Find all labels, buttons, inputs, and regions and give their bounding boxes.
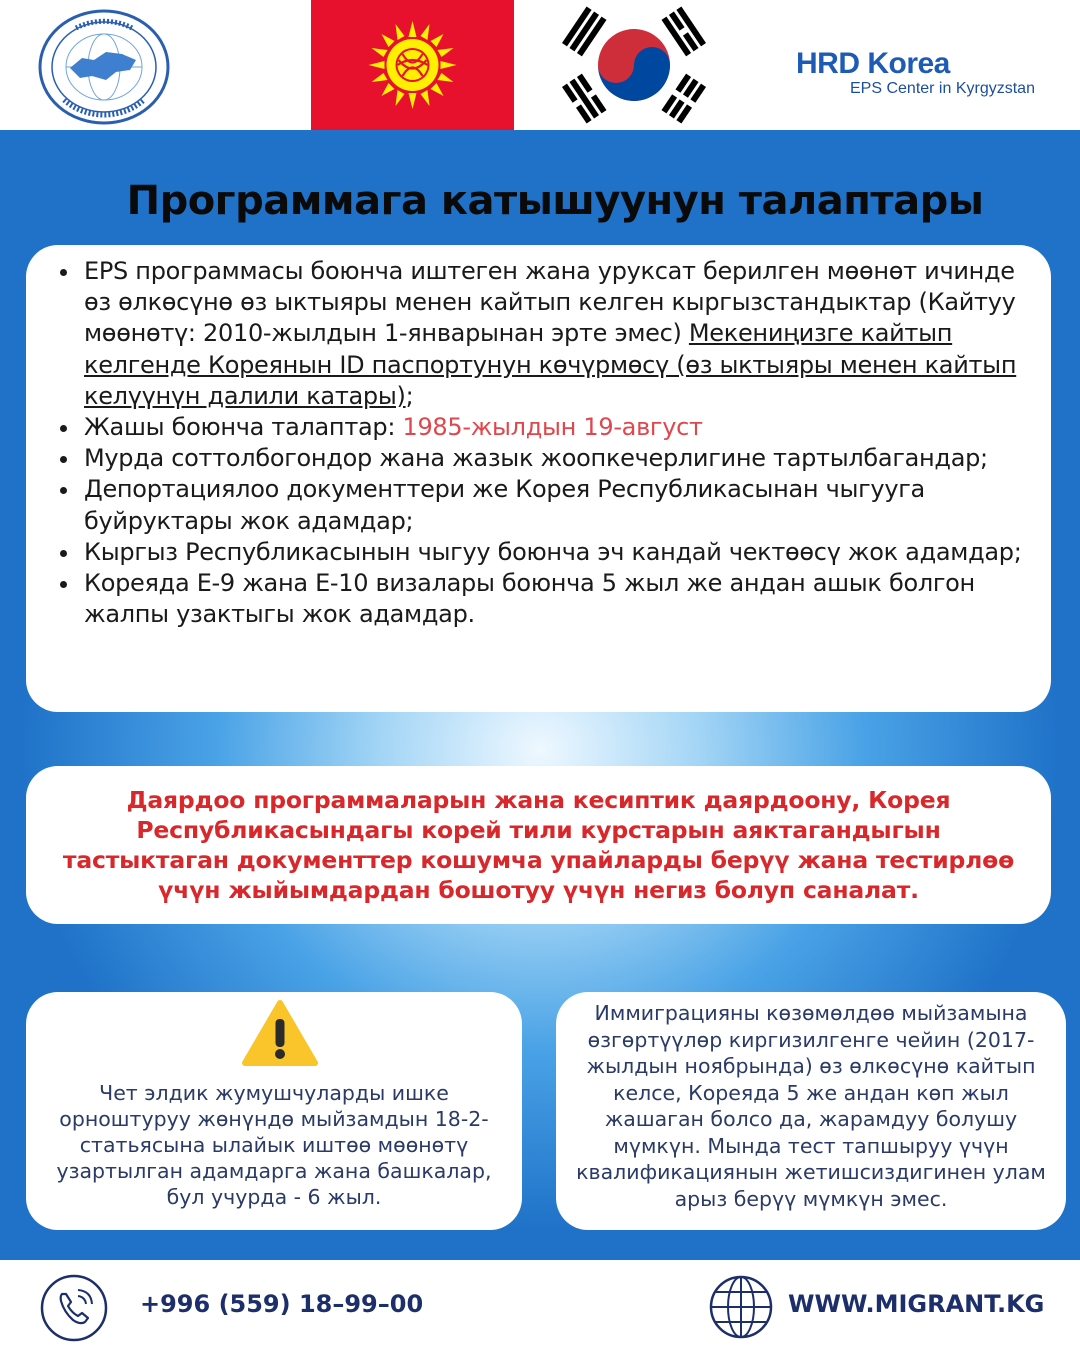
south-korea-flag xyxy=(514,0,754,130)
hrd-korea-logo xyxy=(796,48,1066,108)
kyrgyzstan-flag xyxy=(311,0,514,130)
requirements-card xyxy=(26,245,1051,712)
hrd-logo-subtitle: EPS Center in Kyrgyzstan xyxy=(850,80,1035,97)
kyrgyz-sun-icon xyxy=(311,0,514,130)
main-content xyxy=(0,130,1080,1260)
requirement-text: EPS программасы боюнча иштеген жана уруксат берилген мөөнөт ичинде өз өлкөсүнө өз ыктыяры менен кайтып келген кыргызстандыктар (Кайтуу мөөнөтү: 2010-жылдын 1-январынан эрте эмес) xyxy=(84,257,1016,348)
organization-seal-logo xyxy=(36,8,172,126)
requirements-list xyxy=(84,256,1033,630)
header xyxy=(0,0,1080,130)
requirement-text: Жашы боюнча талаптар: xyxy=(84,413,403,442)
warning-card xyxy=(26,992,522,1230)
taegeuk-icon xyxy=(514,0,754,130)
immigration-text: Иммиграцияны көзөмөлдөө мыйзамына өзгөртүүлөр киргизилгенге чейин (2017-жылдын ноябрында) өз өлкөсүнө кайтып келсе, Кореяда 5 же андан көп жыл жашаган болсо да, жарамдуу болушу мүмкүн. Мында тест тапшыруу үчүн квалификациянын жетишсиздигинен улам арыз берүү мүмкүн эмес. xyxy=(576,1001,1046,1211)
notice-text: Даярдоо программаларын жана кесиптик даярдоону, Корея Республикасындагы корей тили курстарын аяктагандыгын тастыктаган документтер кошумча упайларды берүү жана тестирлөө үчүн жыйымдардан бошотуу үчүн негиз болуп саналат. xyxy=(62,786,1015,904)
requirement-item-visa-duration: Кореяда E-9 жана E-10 визалары боюнча 5 жыл же андан ашык болгон жалпы узактыгы жок адамдар. xyxy=(84,568,1033,630)
page-title: Программага катышуунун талаптары xyxy=(126,178,984,224)
requirement-underlined-text: Мекениңизге кайтып келгенде Кореянын ID паспортунун көчүрмөсү (өз ыктыяры менен кайтып келүүнүн далили катары) xyxy=(84,319,1017,410)
hrd-logo-main-text: HRD Korea xyxy=(796,47,950,80)
phone-icon[interactable] xyxy=(40,1274,108,1342)
requirement-item-no-deportation: Депортациялоо документтери же Корея Республикасынан чыгууга буйруктары жок адамдар; xyxy=(84,474,1033,536)
requirement-punctuation: ; xyxy=(405,381,414,410)
footer xyxy=(0,1260,1080,1350)
globe-icon[interactable] xyxy=(708,1274,774,1340)
website-link[interactable]: WWW.MIGRANT.KG xyxy=(788,1290,1045,1318)
requirement-item-returnees xyxy=(84,256,1033,412)
requirement-item-no-criminal-record: Мурда соттолбогондор жана жазык жоопкечерлигине тартылбагандар; xyxy=(84,443,1033,474)
phone-number[interactable]: +996 (559) 18–99–00 xyxy=(140,1290,424,1318)
notice-card xyxy=(26,766,1051,924)
age-limit-date: 1985-жылдын 19-август xyxy=(402,413,703,442)
warning-icon xyxy=(242,999,318,1067)
immigration-card xyxy=(556,992,1066,1230)
warning-text: Чет элдик жумушчуларды ишке орноштуруу жөнүндө мыйзамдын 18-2-статьясына ылайык иштөө мөөнөтү узартылган адамдарга жана башкалар, бул учурда - 6 жыл. xyxy=(56,1081,492,1209)
requirement-item-age xyxy=(84,412,1033,443)
requirement-item-no-exit-restriction: Кыргыз Республикасынын чыгуу боюнча эч кандай чектөөсү жок адамдар; xyxy=(84,537,1033,568)
